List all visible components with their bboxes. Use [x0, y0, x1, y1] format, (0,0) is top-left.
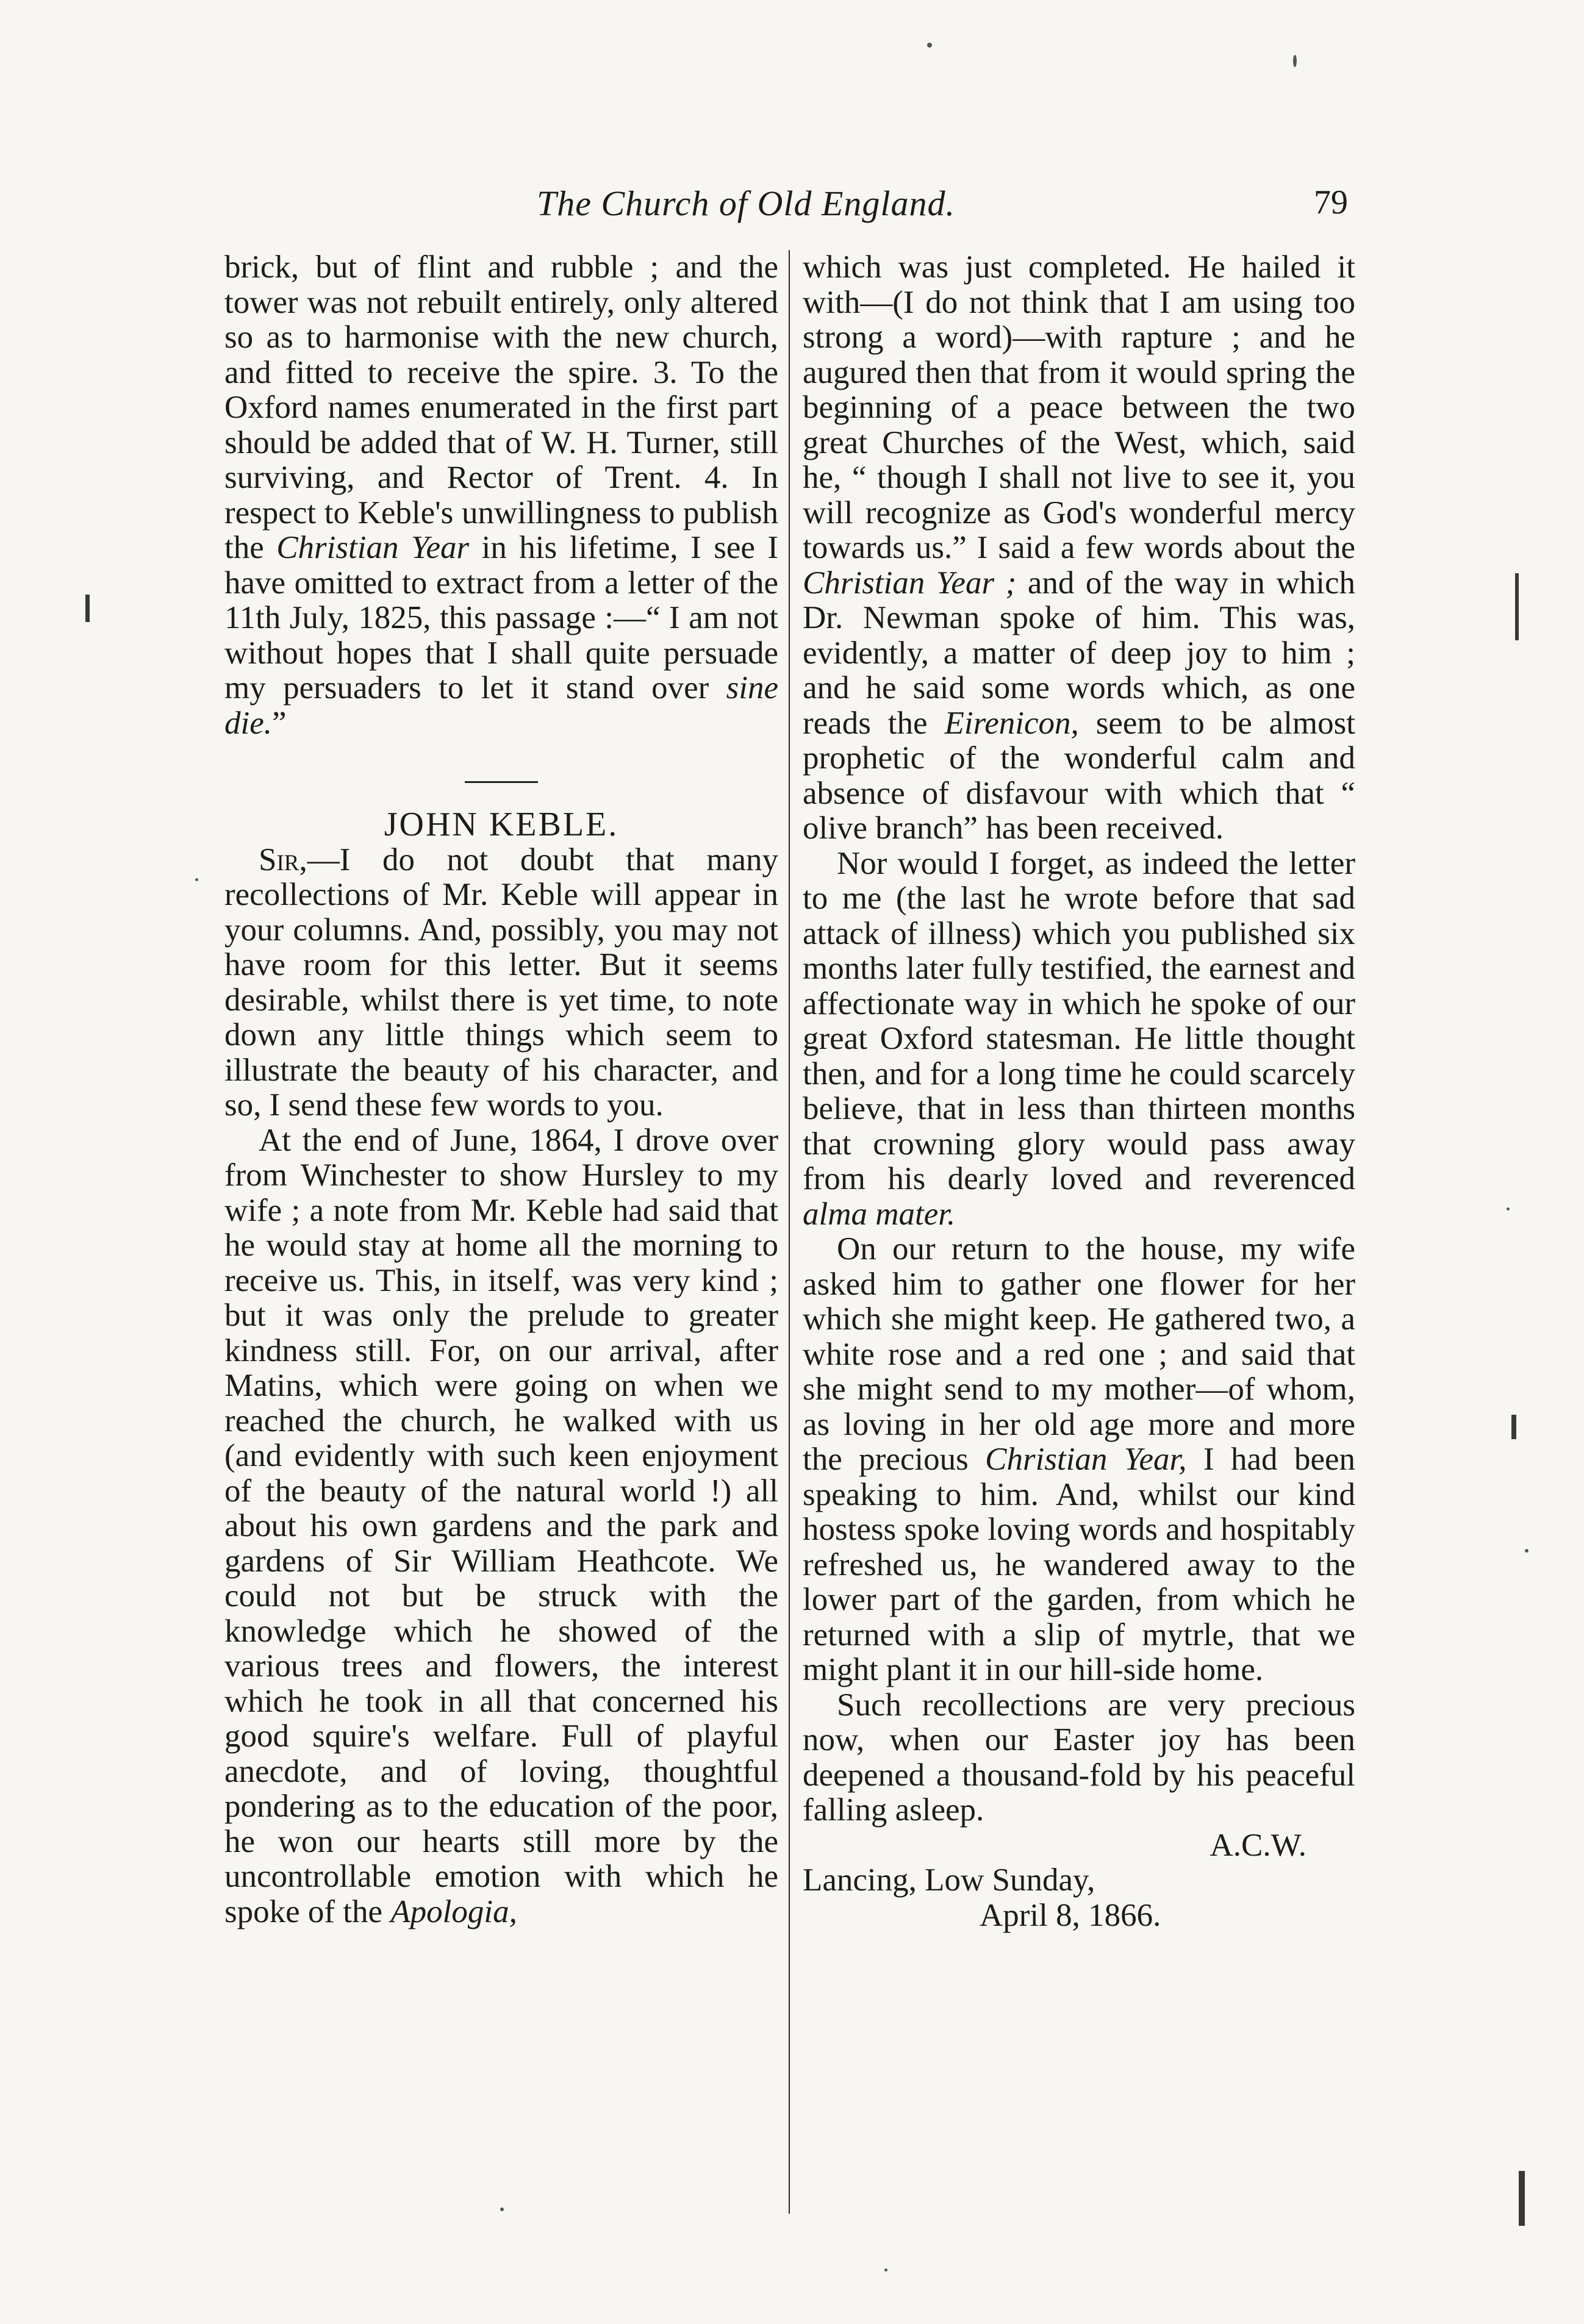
- column-rule: [789, 250, 790, 2214]
- continued-paragraph: brick, but of flint and rubble ; and the tower was not rebuilt entirely, only altered so as to harmonise with the new church, and fitted to receive the spire. 3. To the Oxford names enumerated in the first part should be added that of W. H. Turner, still surviving, and Rector of Trent. 4. In respect to Keble's unwillingness to publish the Christian Year in his lifetime, I see I have omitted to extract from a letter of the 11th July, 1825, this passage :—“ I am not without hopes that I shall quite persuade my persuaders to let it stand over sine die.”: [224, 249, 778, 741]
- running-header: [220, 177, 1348, 232]
- body-paragraph: which was just completed. He hailed it with—(I do not think that I am using too strong a word)—with rapture ; and he augured then that from it would spring the beginning of a peace between the two great Churches of the West, which, said he, “ though I shall not live to see it, you will recognize as God's wonderful mercy towards us.” I said a few words about the Christian Year ; and of the way in which Dr. Newman spoke of him. This was, evidently, a matter of deep joy to him ; and he said some words which, as one reads the Eirenicon, seem to be almost prophetic of the wonderful calm and absence of disfavour with which that “ olive branch” has been received.: [803, 249, 1355, 846]
- signature-initials: A.C.W.: [1210, 1827, 1306, 1863]
- section-separator: [465, 781, 538, 783]
- scan-mark: [1519, 2171, 1525, 2226]
- letter-opening-paragraph: Sir,—I do not doubt that many recollections of Mr. Keble will appear in your columns. And, possibly, you may not have room for this letter. But it seems desirable, whilst there is yet time, to note down any little things which seem to illustrate the beauty of his character, and so, I send these few words to you.: [224, 842, 778, 1123]
- body-paragraph: Nor would I forget, as indeed the letter to me (the last he wrote before that sad attack of illness) which you published six months later fully testified, the earnest and affectionate way in which he spoke of our great Oxford statesman. He little thought then, and for a long time he could scarcely believe, that in less than thirteen months that crowning glory would pass away from his dearly loved and reverenced alma mater.: [803, 845, 1355, 1232]
- scan-speck: [500, 2208, 504, 2211]
- body-paragraph: At the end of June, 1864, I drove over from Winchester to show Hursley to my wife ; a note from Mr. Keble had said that he would stay at home all the morning to receive us. This, in itself, was very kind ; but it was only the prelude to greater kindness still. For, on our arrival, after Matins, which were going on when we reached the church, he walked with us (and evidently with such keen enjoyment of the beauty of the natural world !) all about his own gardens and the park and gardens of Sir William Heathcote. We could not but be struck with the knowledge which he showed of the various trees and flowers, the interest which he took in all that concerned his good squire's welfare. Full of playful anecdote, and of loving, thoughtful pondering as to the education of the poor, he won our hearts still more by the uncontrollable emotion with which he spoke of the Apologia,: [224, 1122, 778, 1929]
- left-column: [224, 250, 778, 1929]
- salutation: Sir,: [259, 842, 307, 878]
- scan-mark: [85, 595, 90, 622]
- scan-speck: [1507, 1207, 1510, 1210]
- scan-speck: [1525, 1549, 1528, 1553]
- article-heading: JOHN KEBLE.: [384, 806, 619, 843]
- scan-speck: [1293, 55, 1297, 67]
- scan-mark: [1511, 1415, 1516, 1439]
- right-column: [803, 250, 1355, 1933]
- scan-speck: [195, 878, 198, 881]
- page-number: 79: [1314, 184, 1348, 221]
- running-title: The Church of Old England.: [537, 184, 956, 223]
- body-paragraph: On our return to the house, my wife asked him to gather one flower for her which she might keep. He gathered two, a white rose and a red one ; and said that she might send to my mother—of whom, as loving in her old age more and more the precious Christian Year, I had been speaking to him. And, whilst our kind hostess spoke loving words and hospitably refreshed us, he wandered away to the lower part of the garden, from which he returned with a slip of mytrle, that we might plant it in our hill-side home.: [803, 1231, 1355, 1687]
- signature-place: Lancing, Low Sunday,: [803, 1862, 1095, 1898]
- body-paragraph: Such recollections are very precious now, when our Easter joy has been deepened a thousand-fold by his peaceful falling asleep.: [803, 1687, 1355, 1828]
- scan-speck: [884, 2269, 887, 2272]
- scan-speck: [927, 43, 932, 48]
- signature-date: April 8, 1866.: [980, 1897, 1161, 1933]
- scan-mark: [1515, 573, 1519, 640]
